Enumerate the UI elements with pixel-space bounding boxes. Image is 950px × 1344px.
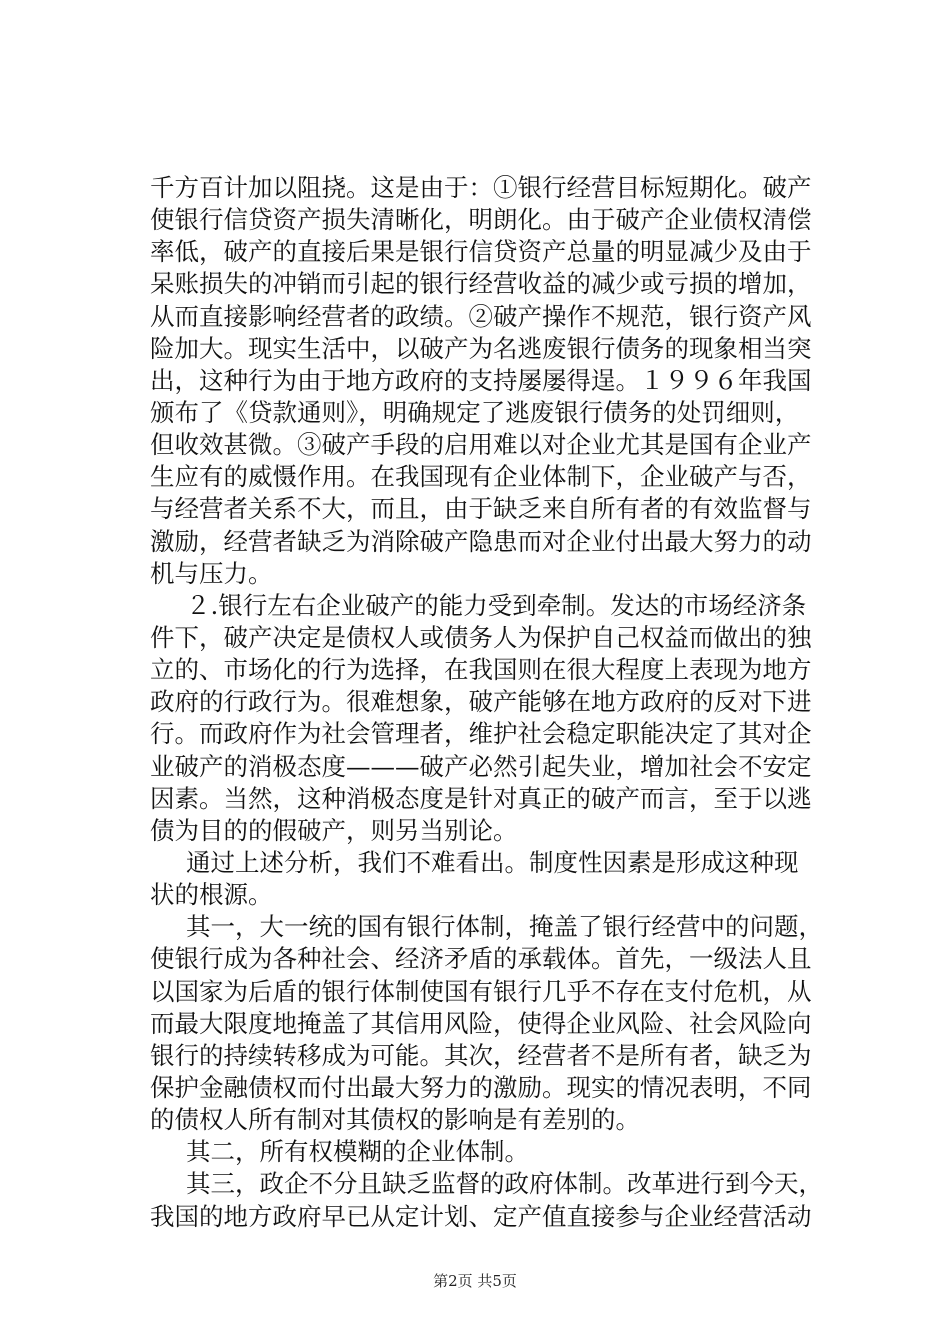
text-line: 其三，政企不分且缺乏监督的政府体制。改革进行到今天， [186,1169,823,1199]
text-line: 以国家为后盾的银行体制使国有银行几乎不存在支付危机，从 [150,976,812,1006]
text-line: 颁布了《贷款通则》，明确规定了逃废银行债务的处罚细则， [150,397,800,427]
text-line: 其一，大一统的国有银行体制，掩盖了银行经营中的问题， [186,912,823,942]
text-line: 激励，经营者缺乏为消除破产隐患而对企业付出最大努力的动 [150,526,812,556]
text-line: 件下，破产决定是债权人或债务人为保护自己权益而做出的独 [150,622,812,652]
text-line: 立的、市场化的行为选择，在我国则在很大程度上表现为地方 [150,655,812,685]
text-line: 银行的持续转移成为可能。其次，经营者不是所有者，缺乏为 [150,1040,812,1070]
text-line: 率低，破产的直接后果是银行信贷资产总量的明显减少及由于 [150,237,812,267]
text-line: 呆账损失的冲销而引起的银行经营收益的减少或亏损的增加， [150,269,812,299]
text-line: 业破产的消极态度———破产必然引起失业，增加社会不安定 [150,751,812,781]
text-line: 出，这种行为由于地方政府的支持屡屡得逞。１９９６年我国 [150,365,812,395]
text-line: 使银行信贷资产损失清晰化，明朗化。由于破产企业债权清偿 [150,205,812,235]
text-line: ２.银行左右企业破产的能力受到牵制。发达的市场经济条 [186,590,807,620]
text-line: 政府的行政行为。很难想象，破产能够在地方政府的反对下进 [150,687,812,717]
text-line: 状的根源。 [150,880,273,910]
text-line: 但收效甚微。③破产手段的启用难以对企业尤其是国有企业产 [150,430,812,460]
document-body [150,172,830,1233]
text-line: 与经营者关系不大，而且，由于缺乏来自所有者的有效监督与 [150,494,812,524]
page-number-footer: 第2页 共5页 [433,1272,517,1290]
text-line: 因素。当然，这种消极态度是针对真正的破产而言，至于以逃 [150,783,812,813]
text-line: 使银行成为各种社会、经济矛盾的承载体。首先，一级法人且 [150,944,812,974]
text-line: 千方百计加以阻挠。这是由于：①银行经营目标短期化。破产 [150,173,812,202]
text-line: 我国的地方政府早已从定计划、定产值直接参与企业经营活动 [150,1201,812,1231]
text-line: 的债权人所有制对其债权的影响是有差别的。 [150,1105,640,1135]
text-line: 生应有的威慑作用。在我国现有企业体制下，企业破产与否， [150,462,812,492]
text-line: 险加大。现实生活中，以破产为名逃废银行债务的现象相当突 [150,333,812,363]
text-line: 债为目的的假破产，则另当别论。 [150,815,518,845]
text-line: 保护金融债权而付出最大努力的激励。现实的情况表明，不同 [150,1072,812,1102]
text-line: 行。而政府作为社会管理者，维护社会稳定职能决定了其对企 [150,719,812,749]
text-line: 通过上述分析，我们不难看出。制度性因素是形成这种现 [186,847,799,877]
text-line: 从而直接影响经营者的政绩。②破产操作不规范，银行资产风 [150,301,812,331]
text-line: 其二，所有权模糊的企业体制。 [186,1137,529,1167]
text-line: 而最大限度地掩盖了其信用风险，使得企业风险、社会风险向 [150,1008,812,1038]
text-line: 机与压力。 [150,558,273,588]
